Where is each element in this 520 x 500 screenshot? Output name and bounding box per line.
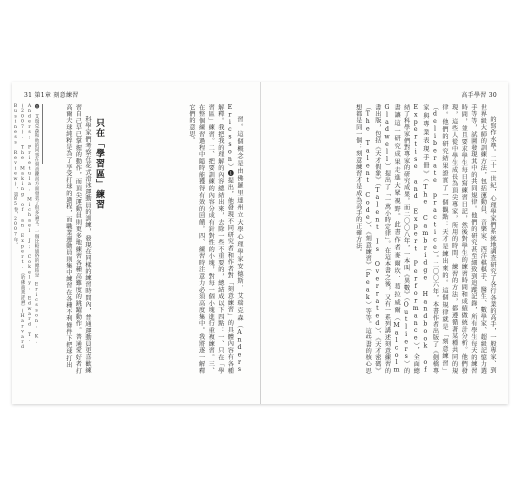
footnote-rule xyxy=(42,104,43,164)
right-page xyxy=(261,82,509,404)
left-running-head: 31 第1章 刻意練習 xyxy=(24,92,79,99)
left-page xyxy=(12,82,260,404)
left-body-paragraph-2: 科學家們考察在花式滑冰運動員的訓練，發現在同樣的練習時間內，普通運動員更喜歡練習自己早已掌握的動作，而頂尖運動員則更多地練習各種高難度的跳躍動作。普通愛好者打高爾夫球純粹是為了享受打球的過程，而職業運動員則集中練習在各種不利條件下把球打出 xyxy=(64,104,91,374)
footnote: ❶ 艾瑞克森和他的同事在刻意練習方面發表了很多論文。一個比較通俗的總結是 Ericsson, K. Anders; Prietula, Michael J; Cokely, Edward T. (2007). The Making of an Expert.《哈佛商業評論》(Harvard Business Review)，第85卷，2007年。 xyxy=(13,104,39,351)
book-spread xyxy=(12,82,508,404)
left-body-top xyxy=(108,104,244,374)
left-body-paragraph: 習。這個概念是由佛羅里達州立大學心理學家安德斯．艾瑞克森（Anders Ericsson）❶提出，他發現不同研究者和作者對「刻意練習」的具體內容有各種解釋。我把我的理解的內容總結出來，去除一些不重要的，總結成以下四點：一、只在「學習區」練習。二、把要訓練的內容分成有針對性的小塊，對每一個小塊進行重複練習。三、在整個練習過程中隨時能獲得有效的回饋。四、練習時注意力必須高度集中。我將逐一解釋它們的意思。 xyxy=(188,104,243,374)
right-running-head: 高手學習 30 xyxy=(461,92,497,99)
left-body-bottom xyxy=(46,104,92,374)
right-body-paragraph: 的寫作水準。二十一世紀，心理學家們系統地調查研究了各行各業的高手，一般專家、到世界級大師的訓練方法，包括運動員、音樂家、西洋棋棋手、醫生、數學家、超級記憶力選手等等，試圖發現其中的共同規律。他們的研究甚至細致到追蹤記錄，所有學生每天的練習時間，並且要求學生每日寫練習日記，然後對學生的練習時間和成績做統計分析。他們發現，這些人從中學生成長為頂尖專家，所用的時間、練習的方法，都遵循著某種共同的規律。他們的研究結果證實了一個觀點：天才是練出來的。這個規律就是「刻意練習」（deliberate practice）。二〇〇六年，本書作者出版了《劍橋專家與專業表現手冊》（The Cambridge Handbook of Expertise and Expert Performance），全面總結了科學家們對專家的研究成果。而二〇〇八年，一本叫《異數》（Outliers）的書讓這一研究成果走進大眾視野。此書作者麥爾坎．葛拉威爾（Malcolm Gladwell）提出了「一萬小時定律」。在這本書之後，又有一系列講述刻意練習的書出版，包括《天才假象》（Talent Is Overrated）、《天才密碼》（The Talent Code）、《刻意練習》（Peak）等等。這些書的核心思想都是同一個：刻意練習才是成為高手的正確方法。 xyxy=(354,104,496,374)
section-heading: 只在「學習區」練習 xyxy=(94,118,104,210)
right-body xyxy=(277,104,497,374)
